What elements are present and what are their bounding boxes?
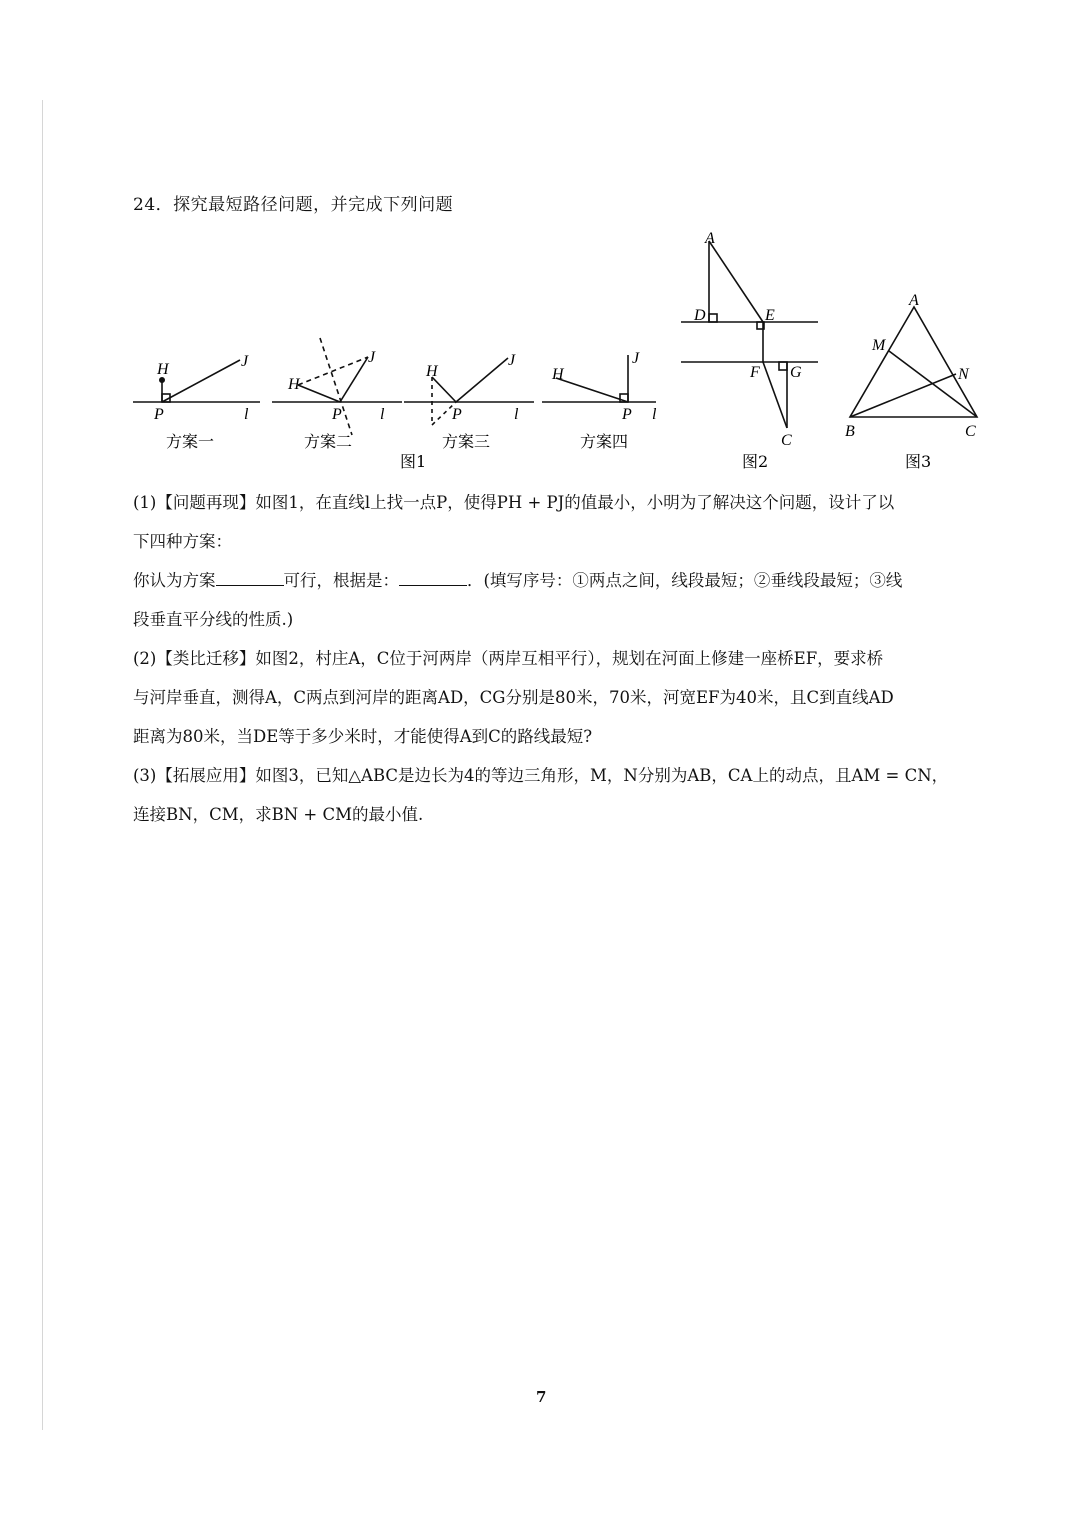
figure1-caption: 图1	[400, 452, 427, 471]
part2-line1: (2)【类比迁移】如图2，村庄A，C位于河两岸（两岸互相平行），规划在河面上修建一座桥EF，要求桥	[133, 649, 884, 668]
plan3-label-p: P	[452, 406, 462, 423]
question-title: 24．探究最短路径问题，并完成下列问题	[133, 195, 454, 215]
figure2-caption: 图2	[742, 452, 769, 471]
plan4-label-h: H	[552, 366, 564, 383]
plan1-caption: 方案一	[166, 432, 215, 451]
fig2-label-a: A	[705, 230, 715, 247]
plan1-label-p: P	[154, 406, 164, 423]
plan1-label-l: l	[244, 406, 249, 423]
part1-line4: 段垂直平分线的性质.)	[133, 610, 294, 629]
figure3-diagram	[850, 307, 977, 417]
answer-blank-plan[interactable]	[216, 569, 284, 586]
part3-line2: 连接BN，CM，求BN + CM的最小值.	[133, 805, 424, 824]
part2-line3: 距离为80米，当DE等于多少米时，才能使得A到C的路线最短?	[133, 727, 593, 746]
plan3-caption: 方案三	[442, 432, 491, 451]
part1-line3-a: 你认为方案	[133, 571, 216, 590]
fig2-label-e: E	[765, 307, 775, 324]
plan3-label-j: J	[508, 352, 516, 369]
figure3-caption: 图3	[905, 452, 932, 471]
fig2-label-d: D	[694, 307, 706, 324]
fig2-label-g: G	[790, 364, 802, 381]
fig2-label-c: C	[781, 432, 792, 449]
plan2-caption: 方案二	[304, 432, 353, 451]
part2-paragraph	[133, 639, 953, 756]
plan2-label-h: H	[288, 376, 300, 393]
page-margin-line	[42, 100, 43, 1430]
answer-blank-reason[interactable]	[399, 569, 467, 586]
fig3-label-n: N	[958, 366, 969, 383]
part2-line2: 与河岸垂直，测得A，C两点到河岸的距离AD，CG分别是80米，70米，河宽EF为40米，且C到直线AD	[133, 688, 894, 707]
plan4-caption: 方案四	[580, 432, 629, 451]
plan1-label-j: J	[241, 353, 249, 370]
part1-line3	[133, 561, 953, 600]
figure2-diagram	[681, 241, 818, 428]
plan2-label-p: P	[332, 406, 342, 423]
part3-line1: (3)【拓展应用】如图3，已知△ABC是边长为4的等边三角形，M，N分别为AB，CA上的动点，且AM = CN，	[133, 766, 949, 785]
fig3-label-m: M	[872, 337, 886, 354]
plan3-label-l: l	[514, 406, 519, 423]
plan4-label-j: J	[632, 350, 640, 367]
plan3-label-h: H	[426, 363, 438, 380]
part1-line3-c: ．(填写序号：①两点之间，线段最短；②垂线段最短；③线	[467, 571, 903, 590]
fig2-label-f: F	[750, 364, 760, 381]
fig3-label-a: A	[909, 292, 919, 309]
plan2-label-j: J	[368, 349, 376, 366]
plan2-label-l: l	[380, 406, 385, 423]
plan1-label-h: H	[157, 361, 169, 378]
figures-row	[120, 225, 1000, 479]
part3-paragraph	[133, 756, 953, 834]
fig3-label-c: C	[965, 423, 976, 440]
part1-line2: 下四种方案：	[133, 532, 232, 551]
part1-paragraph	[133, 483, 953, 639]
page-number: 7	[536, 1388, 547, 1406]
fig3-label-b: B	[845, 423, 855, 440]
geometry-figures	[120, 225, 1000, 475]
plan4-label-l: l	[652, 406, 657, 423]
plan4-label-p: P	[622, 406, 632, 423]
part1-line3-b: 可行，根据是：	[283, 571, 399, 590]
part1-line1: (1)【问题再现】如图1，在直线l上找一点P，使得PH + PJ的值最小，小明为了解决这个问题，设计了以	[133, 493, 895, 512]
